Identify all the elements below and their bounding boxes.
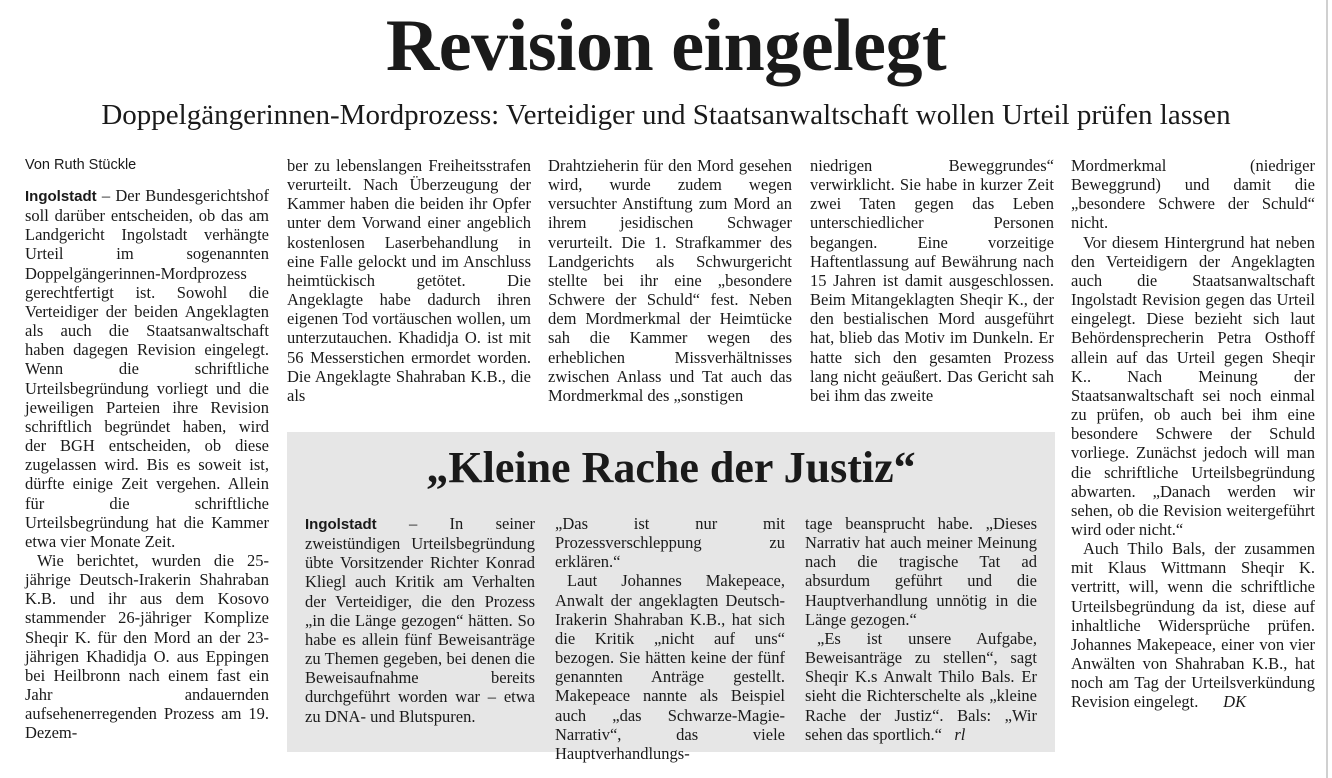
paragraph: Mordmerkmal (niedriger Beweggrund) und damit die „besondere Schwere der Schuld“ nicht. — [1071, 156, 1315, 233]
paragraph — [805, 629, 1037, 744]
box-column-2 — [555, 514, 785, 763]
paragraph-text: „Es ist unsere Aufgabe, Beweisanträge zu stellen“, sagt Sheqir K.s Anwalt Thilo Bals. Er sieht die Richterschelte als „kleine Rache der Justiz“. Bals: „Wir sehen das sportlich.“ — [805, 628, 1037, 744]
author-signature: DK — [1223, 692, 1247, 712]
box-column-3 — [805, 514, 1037, 744]
article-column-4 — [810, 156, 1054, 405]
box-column-1 — [305, 514, 535, 726]
byline: Von Ruth Stückle — [25, 157, 137, 173]
paragraph — [1071, 539, 1315, 711]
article-column-1 — [25, 186, 269, 743]
paragraph: Drahtzieherin für den Mord gesehen wird, wurde zudem wegen versuchter Anstiftung zum Mord an ihrem jesidischen Schwager verurteilt. Die 1. Strafkammer des Landgerichts als Schwurgericht stellte bei ihr eine „besondere Schwere der Schuld“ fest. Neben dem Mordmerkmal der Heimtücke sah die Kammer wegen des erheblichen Missverhältnisses zwischen Anlass und Tat auch das Mordmerkmal des „sonstigen — [548, 156, 792, 405]
subheadline: Doppelgängerinnen-Mordprozess: Verteidiger und Staatsanwaltschaft wollen Urteil prüfen lassen — [101, 99, 1231, 131]
box-headline: „Kleine Rache der Justiz“ — [426, 443, 916, 492]
paragraph: niedrigen Beweggrundes“ verwirklicht. Sie habe in kurzer Zeit zwei Taten gegen das Leben unterschiedlicher Personen begangen. Eine vorzeitige Haftentlassung auf Bewährung nach 15 Jahren ist damit ausgeschlossen. Beim Mitangeklagten Sheqir K., der den bestialischen Mord ausgeführt hat, blieb das Motiv im Dunkeln. Er hatte sich den gesamten Prozess lang nicht geäußert. Das Gericht sah bei ihm das zweite — [810, 156, 1054, 405]
paragraph-text: Auch Thilo Bals, der zusammen mit Klaus Wittmann Sheqir K. vertritt, will, wenn die schriftliche Urteilsbegründung da ist, diese auf inhaltliche Widersprüche prüfen. Johannes Makepeace, einer von vier Anwälten von Shahraban K.B., hat noch am Tag der Urteilsverkündung Revision eingelegt. — [1071, 539, 1315, 712]
paragraph-text: – Der Bundesgerichtshof soll darüber entscheiden, ob das am Landgericht Ingolstadt verhängte Urteil im sogenannten Doppelgängerinnen-Mordprozess gerechtfertigt ist. Sowohl die Verteidiger der beiden Angeklagten als auch die Staatsanwaltschaft haben dagegen Revision eingelegt. Wenn die schriftliche Urteilsbegründung vorliegt und die jeweiligen Parteien ihre Revision schriftlich begründet haben, wird der BGH entscheiden, ob diese zugelassen wird. Bis es soweit ist, dürfte einige Zeit vergehen. Allein für die schriftliche Urteilsbegründung hat die Kammer etwa vier Monate Zeit. — [25, 186, 269, 551]
paragraph: Vor diesem Hintergrund hat neben den Verteidigern der Angeklagten auch die Staatsanwaltschaft Ingolstadt Revision gegen das Urteil eingelegt. Diese bezieht sich laut Behördensprecherin Petra Osthoff allein auf das Urteil gegen Sheqir K.. Nach Meinung der Staatsanwaltschaft sei noch einmal zu prüfen, ob auch bei ihm eine besondere Schwere der Schuld vorliege. Zunächst jedoch will man die schriftliche Urteilsbegründung abwarten. „Danach werden wir sehen, ob die Revision weitergeführt wird oder nicht.“ — [1071, 232, 1315, 539]
paragraph: Laut Johannes Makepeace, Anwalt der angeklagten Deutsch-Irakerin Shahraban K.B., hat sich die Kritik „nicht auf uns“ bezogen. Sie hätten keine der fünf genannten Anträge gestellt. Makepeace nannte als Beispiel auch „das Schwarze-Magie-Narrativ“, das viele Hauptverhandlungs- — [555, 571, 785, 763]
headline: Revision eingelegt — [385, 5, 947, 87]
paragraph: Wie berichtet, wurden die 25-jährige Deutsch-Irakerin Shahraban K.B. und ihr aus dem Kosovo stammender 26-jähriger Komplize Sheqir K. für den Mord an der 23-jährigen Khadidja O. aus Eppingen bei Heilbronn nach einem fast ein Jahr andauernden aufsehenerregenden Prozess am 19. Dezem- — [25, 550, 269, 743]
article-column-3 — [548, 156, 792, 405]
paragraph: tage beansprucht habe. „Dieses Narrativ hat auch meiner Meinung nach die tragische Tat ad absurdum geführt und die Hauptverhandlung unnötig in die Länge gezogen.“ — [805, 514, 1037, 629]
dateline: Ingolstadt — [25, 188, 97, 205]
paragraph: ber zu lebenslangen Freiheitsstrafen verurteilt. Nach Überzeugung der Kammer haben die beiden ihr Opfer unter dem Vorwand einer angeblich kostenlosen Laserbehandlung in eine Falle gelockt und im Anschluss heimtückisch getötet. Die Angeklagte habe dadurch ihren eigenen Tod vortäuschen wollen, um unterzutauchen. Khadidja O. ist mit 56 Messerstichen ermordet worden. Die Angeklagte Shahraban K.B., die als — [287, 156, 531, 405]
article-column-5 — [1071, 156, 1315, 712]
author-signature: rl — [954, 724, 966, 744]
paragraph: „Das ist nur mit Prozessverschleppung zu erklären.“ — [555, 514, 785, 572]
paragraph — [25, 186, 269, 551]
paragraph-text: – In seiner zweistündigen Urteilsbegründung übte Vorsitzender Richter Konrad Kliegl auch Kritik am Verhalten der Verteidiger, die den Prozess „in die Länge gezogen“ hätten. So habe es allein fünf Beweisanträge zu Themen gegeben, bei denen die Beweisaufnahme bereits durchgeführt worden war – etwa zu DNA- und Blutspuren. — [305, 514, 535, 726]
article-column-2 — [287, 156, 531, 405]
dateline: Ingolstadt — [305, 516, 377, 533]
paragraph — [305, 514, 535, 726]
